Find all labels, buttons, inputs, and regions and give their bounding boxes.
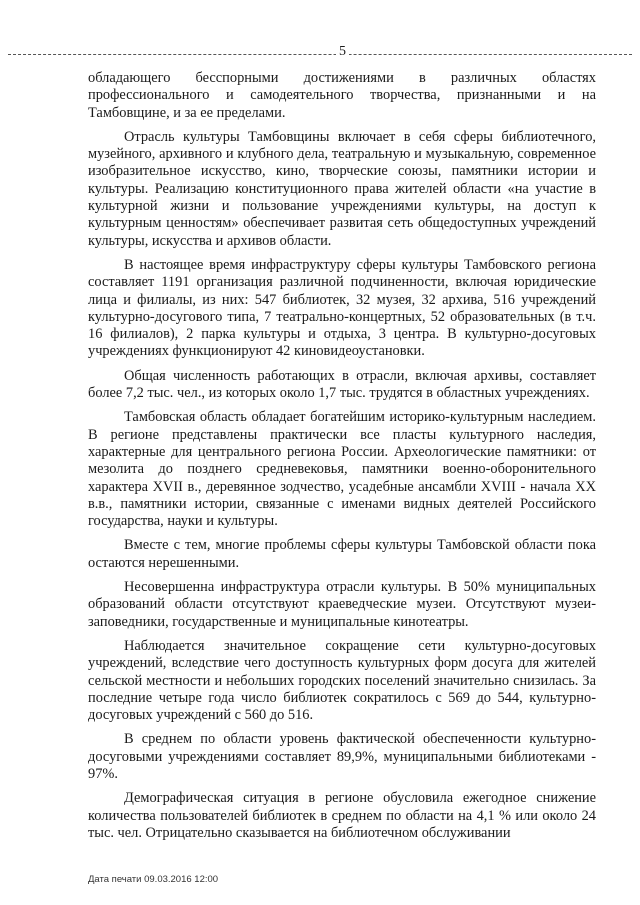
paragraph-4: Общая численность работающих в отрасли, включая архивы, составляет более 7,2 тыс. чел., из которых около 1,7 тыс. трудятся в областных учреждениях. [88,367,596,402]
paragraph-9: В среднем по области уровень фактической обеспеченности культурно-досуговыми учреждениями составляет 89,9%, муниципальными библиотеками - 97%. [88,731,596,782]
paragraph-7: Несовершенна инфраструктура отрасли культуры. В 50% муниципальных образований области отсутствуют краеведческие музеи. Отсутствуют музеи-заповедники, государственные и муниципальные кинотеатры. [88,579,596,630]
paragraph-3: В настоящее время инфраструктуру сферы культуры Тамбовского региона составляет 1191 организация различной подчиненности, включая юридические лица и филиалы, из них: 547 библиотек, 32 музея, 32 архива, 516 учреждений культурно-досугового типа, 7 театрально-концертных, 52 образовательных (в т.ч. 16 филиалов), 2 парка культуры и отдыха, 3 центра. В культурно-досуговых учреждениях функционируют 42 киновидеоустановки. [88,256,596,360]
paragraph-1: обладающего бесспорными достижениями в различных областях профессионального и самодеятельного творчества, признанными и на Тамбовщине, и за ее пределами. [88,70,596,121]
paragraph-8: Наблюдается значительное сокращение сети культурно-досуговых учреждений, вследствие чего доступность культурных форм досуга для жителей сельской местности и небольших городских поселений значительно снизилась. За последние четыре года число библиотек сократилось с 569 до 544, культурно-досуговых учреждений с 560 до 516. [88,637,596,724]
header-separator [8,54,632,55]
paragraph-6: Вместе с тем, многие проблемы сферы культуры Тамбовской области пока остаются нерешенными. [88,537,596,571]
paragraph-5: Тамбовская область обладает богатейшим историко-культурным наследием. В регионе представлены практически все пласты культурного наследия, характерные для центрального региона России. Археологические памятники: от мезолита до позднего средневековья, памятники военно-оборонительного характера XVII в., деревянное зодчество, усадебные ансамбли XVIII - начала XX в.в., памятники истории, связанные с именами видных деятелей Российского государства, науки и культуры. [88,409,596,530]
print-date: Дата печати 09.03.2016 12:00 [88,874,219,885]
paragraph-2: Отрасль культуры Тамбовщины включает в себя сферы библиотечного, музейного, архивного и клубного дела, театральную и музыкальную, современное изобразительное искусство, кино, творческие союзы, памятники истории и культуры. Реализацию конституционного права жителей области «на участие в культурной жизни и пользование учреждениями культуры, на доступ к культурным ценностям» обеспечивает развитая сеть общедоступных учреждений культуры, искусства и архивов области. [88,128,596,249]
page-number: 5 [336,44,349,60]
document-body [88,70,596,849]
paragraph-10: Демографическая ситуация в регионе обусловила ежегодное снижение количества пользователей библиотек в среднем по области на 4,1 % или около 24 тыс. чел. Отрицательно сказывается на библиотечном обслуживании [88,790,596,841]
